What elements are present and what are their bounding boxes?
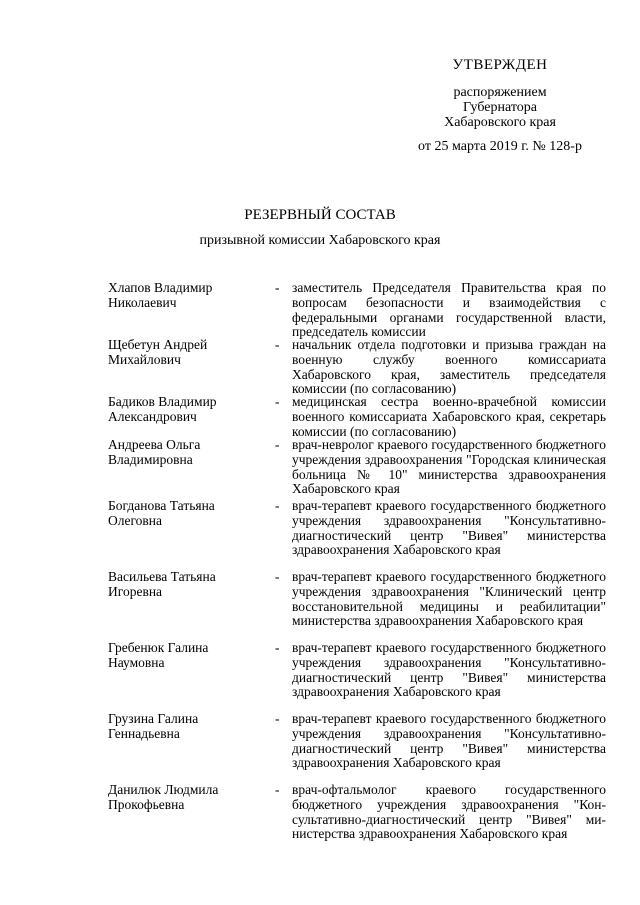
member-name: [108, 281, 268, 311]
member-dash: -: [275, 337, 280, 352]
document-subtitle: призывной комиссии Хабаровского края: [199, 233, 441, 248]
member-name-line-1: Гребенюк Галина: [108, 640, 209, 655]
member-name-line-1: Грузина Галина: [108, 711, 199, 726]
member-name: [108, 712, 268, 742]
approval-block: [380, 58, 620, 154]
approval-line-3: Хабаровского края: [444, 115, 556, 130]
member-dash: -: [275, 498, 280, 513]
member-name-line-2: Игоревна: [108, 583, 163, 599]
document-heading: [0, 205, 640, 251]
member-dash: -: [275, 640, 280, 655]
member-name: [108, 641, 268, 671]
member-role: врач-невролог краевого государственного бюджетного учреждения здравоохранения "Городская клиническая больница № 10" министерства здравоохранения Хабаровского края: [292, 437, 606, 497]
member-role: врач-терапевт краевого государственного бюджетного учреждения здравоохранения "Консультативно-диагностический центр "Вивея" министерства здравоохранения Хабаровского края: [292, 640, 606, 700]
member-name: [108, 438, 268, 468]
member-role: врач-терапевт краевого государственного бюджетного учреждения здравоохранения "Консультативно-диагностический центр "Вивея" министерства здравоохранения Хабаровского края: [292, 711, 606, 771]
member-dash: -: [275, 782, 280, 797]
member-name: [108, 499, 268, 529]
member-name-line-1: Богданова Татьяна: [108, 498, 215, 513]
member-name-line-2: Николаевич: [108, 294, 177, 310]
member-name-line-2: Михайлович: [108, 351, 181, 367]
member-name-line-1: Хлапов Владимир: [108, 280, 213, 295]
member-name-line-1: Васильева Татьяна: [108, 569, 216, 584]
member-role: заместитель Председателя Правительства края по вопросам безопасности и взаимодействия с федеральными органами государственной власти, председатель комиссии: [292, 280, 606, 340]
member-name-line-2: Олеговна: [108, 512, 163, 528]
member-name-line-2: Александрович: [108, 408, 197, 424]
member-name: [108, 395, 268, 425]
document-title: РЕЗЕРВНЫЙ СОСТАВ: [244, 207, 396, 223]
member-role: врач-офтальмолог краевого государственного бюджетного учреждения здравоохранения "Консультативно-диагностический центр "Вивея" министерства здравоохранения Хабаровского края: [292, 782, 606, 842]
approval-line-2: Губернатора: [462, 100, 538, 115]
member-dash: -: [275, 711, 280, 726]
member-name-line-1: Щебетун Андрей: [108, 337, 208, 352]
member-name-line-2: Прокофьевна: [108, 796, 185, 812]
member-dash: -: [275, 394, 280, 409]
member-name-line-1: Бадиков Владимир: [108, 394, 217, 409]
member-name-line-1: Данилюк Людмила: [108, 782, 219, 797]
member-role: врач-терапевт краевого государственного бюджетного учреждения здравоохранения "Клинический центр восстановительной медицины и реабилитации" министерства здравоохранения Хабаровского края: [292, 569, 606, 629]
member-name-line-2: Владимировна: [108, 451, 193, 467]
member-role: начальник отдела подготовки и призыва граждан на военную службу военного комиссариата Хабаровского края, заместитель председателя комиссии (по согласованию): [292, 337, 606, 397]
member-name: [108, 570, 268, 600]
approval-title: УТВЕРЖДЕН: [452, 57, 548, 73]
member-dash: -: [275, 437, 280, 452]
member-name: [108, 783, 268, 813]
member-name: [108, 338, 268, 368]
member-role: врач-терапевт краевого государственного бюджетного учреждения здравоохранения "Консультативно-диагностический центр "Вивея" министерства здравоохранения Хабаровского края: [292, 498, 606, 558]
member-name-line-1: Андреева Ольга: [108, 437, 201, 452]
approval-line-1: распоряжением: [453, 85, 547, 100]
member-role: медицинская сестра военно-врачебной комиссии военного комиссариата Хабаровского края, секретарь комиссии (по согласованию): [292, 394, 606, 439]
member-name-line-2: Наумовна: [108, 654, 165, 670]
member-dash: -: [275, 280, 280, 295]
member-name-line-2: Геннадьевна: [108, 725, 180, 741]
approval-date: от 25 марта 2019 г. № 128-р: [418, 139, 582, 154]
member-dash: -: [275, 569, 280, 584]
